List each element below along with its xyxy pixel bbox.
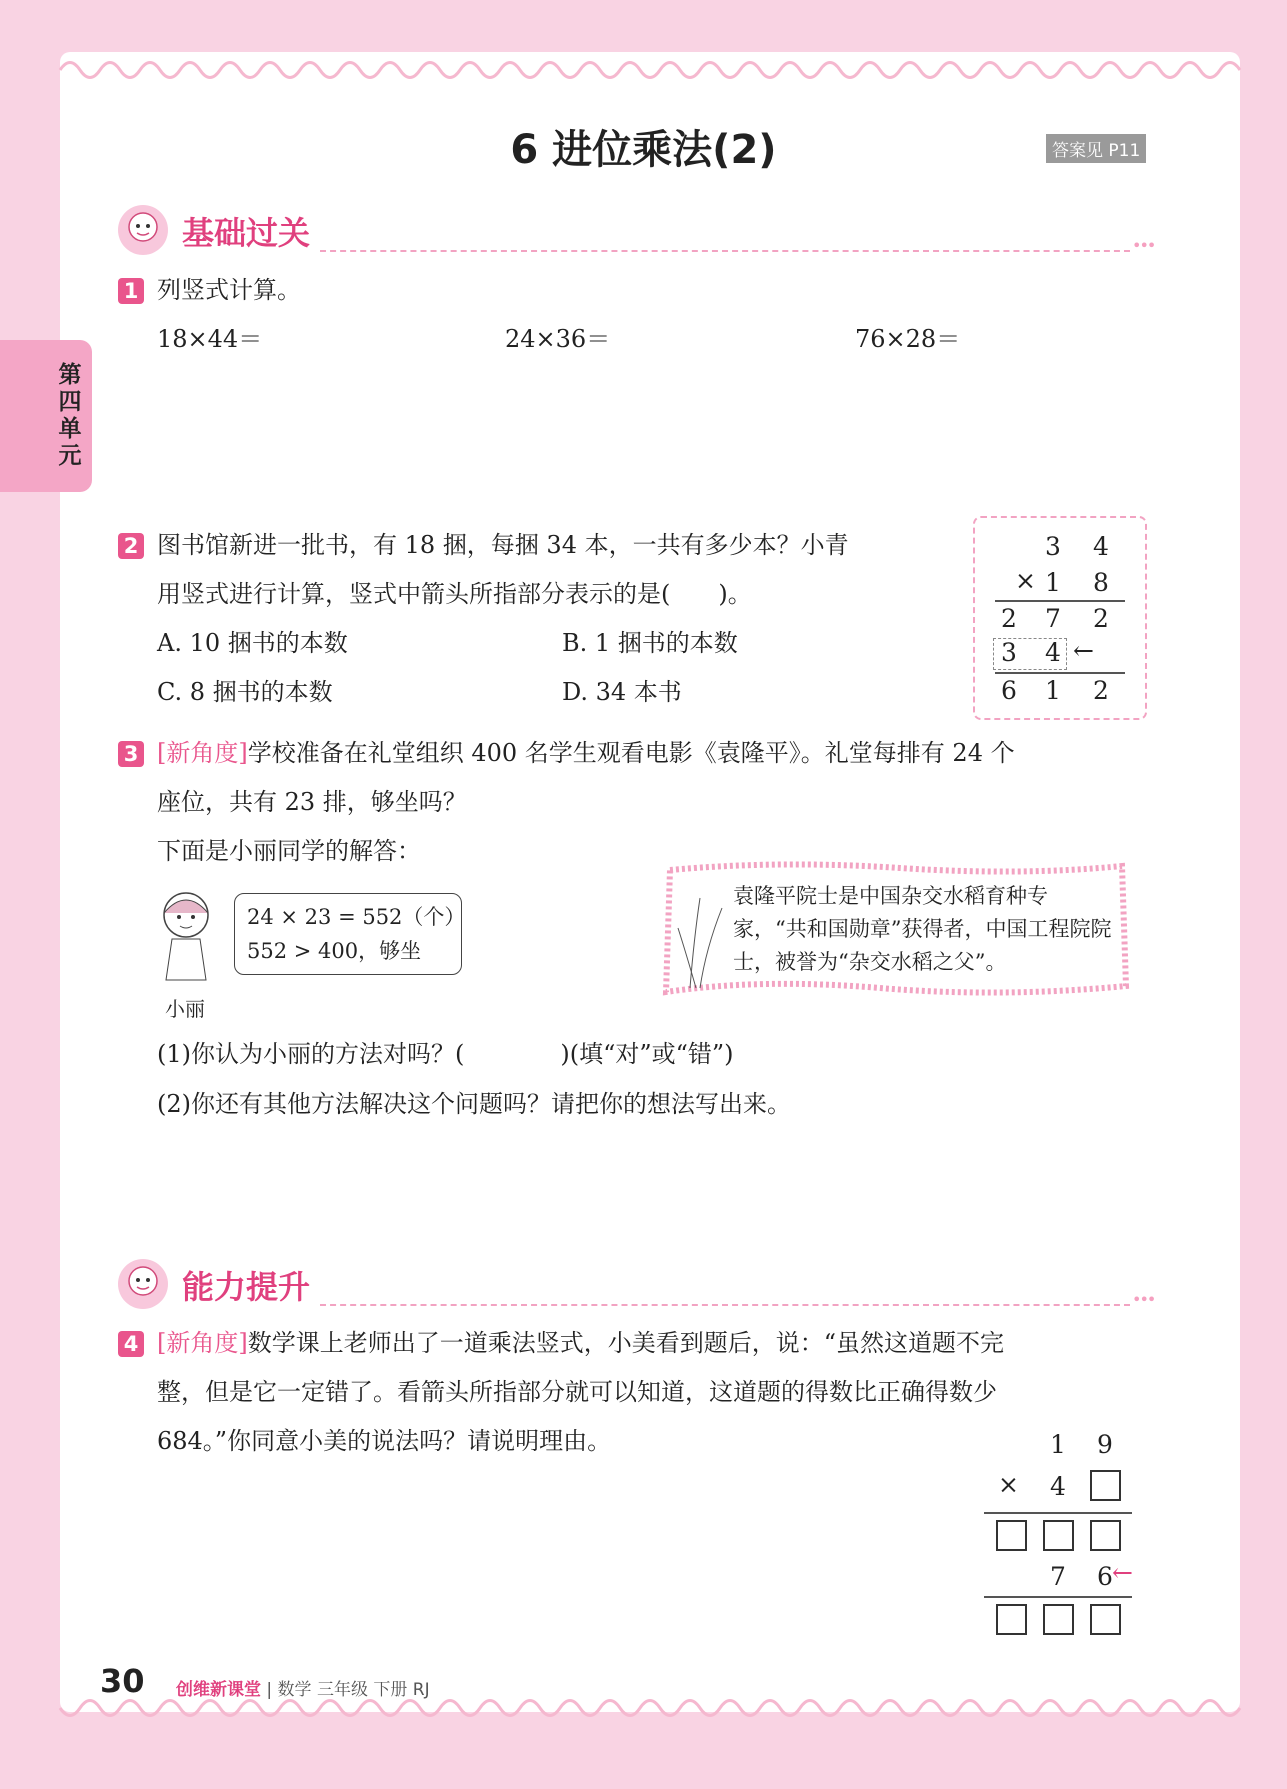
q4-text: 数学课上老师出了一道乘法竖式，小美看到题后，说：“虽然这道题不完 (247, 1329, 1005, 1357)
q3-text-line: 下面是小丽同学的解答： (157, 837, 421, 865)
arrow-left-icon: ← (1073, 636, 1094, 665)
q4-text-line: 整，但是它一定错了。看箭头所指部分就可以知道，这道题的得数比正确得数少 (157, 1378, 997, 1406)
q1-expression: 24×36＝ (505, 325, 611, 353)
question-number-badge: 3 (118, 741, 144, 767)
unit-side-tab (0, 340, 92, 492)
footer-subject: 数学 (277, 1680, 312, 1700)
calc-digit: 2 (1093, 604, 1109, 633)
unit-tab-char: 元 (58, 443, 82, 469)
arrow-left-icon: ← (1112, 1558, 1133, 1587)
section-title-advanced: 能力提升 (182, 1268, 311, 1306)
calc-digit: 3 (1045, 532, 1061, 561)
q3-text-line (157, 729, 1015, 778)
girl-name: 小丽 (165, 997, 205, 1021)
footer-volume: 下册 (373, 1680, 408, 1700)
q3-text-line: 座位，共有 23 排，够坐吗？ (157, 788, 467, 816)
calc-digit: 9 (1097, 1430, 1113, 1459)
calc-digit: 4 (1045, 638, 1061, 667)
question-number-badge: 4 (118, 1331, 144, 1357)
q4-text-line: 684。”你同意小美的说法吗？请说明理由。 (157, 1427, 612, 1455)
girl-illustration (152, 885, 220, 985)
brand-name: 创维新课堂 (176, 1680, 261, 1700)
option-b: B. 1 捆书的本数 (562, 629, 738, 657)
q3-subquestion-1: (1)你认为小丽的方法对吗？( )(填“对”或“错”) (157, 1040, 734, 1068)
new-angle-tag: [新角度] (157, 739, 248, 767)
q3-text: 学校准备在礼堂组织 400 名学生观看电影《袁隆平》。礼堂每排有 24 个 (247, 739, 1015, 767)
calc-digit: 4 (1050, 1472, 1066, 1501)
calc-digit: 6 (1001, 676, 1017, 705)
new-angle-tag: [新角度] (157, 1329, 248, 1357)
blank-box[interactable] (1043, 1520, 1074, 1551)
section-divider (320, 1304, 1130, 1306)
decor-dots: ••• (1132, 236, 1155, 255)
unit-tab-char: 单 (58, 416, 82, 442)
q2-text-line: 图书馆新进一批书，有 18 捆，每捆 34 本，一共有多少本？小青 (157, 531, 849, 559)
bubble-line: 552 > 400，够坐 (247, 939, 422, 963)
calc-digit: 3 (1001, 638, 1017, 667)
blank-box[interactable] (1090, 1604, 1121, 1635)
calc-digit: 2 (1001, 604, 1017, 633)
footer-grade: 三年级 (316, 1680, 368, 1700)
q2-text-line: 用竖式进行计算，竖式中箭头所指部分表示的是( )。 (157, 580, 752, 608)
question-number-badge: 2 (118, 533, 144, 559)
calc-digit: 2 (1093, 676, 1109, 705)
q1-prompt: 列竖式计算。 (157, 276, 301, 304)
answer-reference-badge: 答案见 P11 (1046, 134, 1146, 163)
calc-digit: 8 (1093, 568, 1109, 597)
option-a: A. 10 捆书的本数 (157, 629, 348, 657)
footer-info: 创维新课堂 | 数学 三年级 下册 RJ (176, 1680, 430, 1700)
blank-box[interactable] (996, 1604, 1027, 1635)
q2-vertical-calc (973, 516, 1147, 720)
multiply-sign: × (998, 1470, 1019, 1499)
calc-digit: 7 (1045, 604, 1061, 633)
mascot-icon (116, 1257, 170, 1311)
calc-rule (995, 600, 1125, 602)
q4-vertical-calc (984, 1430, 1134, 1640)
calc-digit: 6 (1097, 1562, 1113, 1591)
unit-tab-char: 第 (58, 362, 82, 388)
question-number-badge: 1 (118, 278, 144, 304)
calc-rule (984, 1596, 1132, 1598)
q1-expression: 18×44＝ (157, 325, 263, 353)
section-title-basic: 基础过关 (182, 214, 311, 252)
q3-subquestion-2: (2)你还有其他方法解决这个问题吗？请把你的想法写出来。 (157, 1090, 791, 1118)
option-c: C. 8 捆书的本数 (157, 678, 333, 706)
mascot-icon (116, 203, 170, 257)
multiply-sign: × (1015, 566, 1036, 595)
yuan-longping-note: 袁隆平院士是中国杂交水稻育种专家，“共和国勋章”获得者，中国工程院院士，被誉为“杂交水稻之父”。 (733, 884, 1112, 974)
calc-rule (995, 672, 1125, 674)
calc-digit: 4 (1093, 532, 1109, 561)
blank-box[interactable] (1090, 1520, 1121, 1551)
blank-box[interactable] (1043, 1604, 1074, 1635)
blank-box[interactable] (996, 1520, 1027, 1551)
section-divider (320, 250, 1130, 252)
calc-digit: 1 (1045, 676, 1061, 705)
q4-text-line (157, 1319, 1004, 1368)
option-d: D. 34 本书 (562, 678, 682, 706)
unit-tab-char: 四 (58, 389, 82, 415)
page-number: 30 (100, 1662, 145, 1700)
blank-box[interactable] (1090, 1470, 1121, 1501)
footer-edition: RJ (412, 1680, 430, 1700)
calc-rule (984, 1512, 1132, 1514)
unit-tab-label (56, 362, 84, 470)
bubble-line: 24 × 23 = 552（个） (247, 905, 466, 929)
calc-digit: 7 (1050, 1562, 1066, 1591)
page-title: 6 进位乘法(2) (510, 127, 777, 173)
calc-digit: 1 (1045, 568, 1061, 597)
speech-bubble (234, 893, 466, 975)
decor-dots: ••• (1132, 1290, 1155, 1309)
q1-expression: 76×28＝ (855, 325, 961, 353)
calc-digit: 1 (1050, 1430, 1066, 1459)
